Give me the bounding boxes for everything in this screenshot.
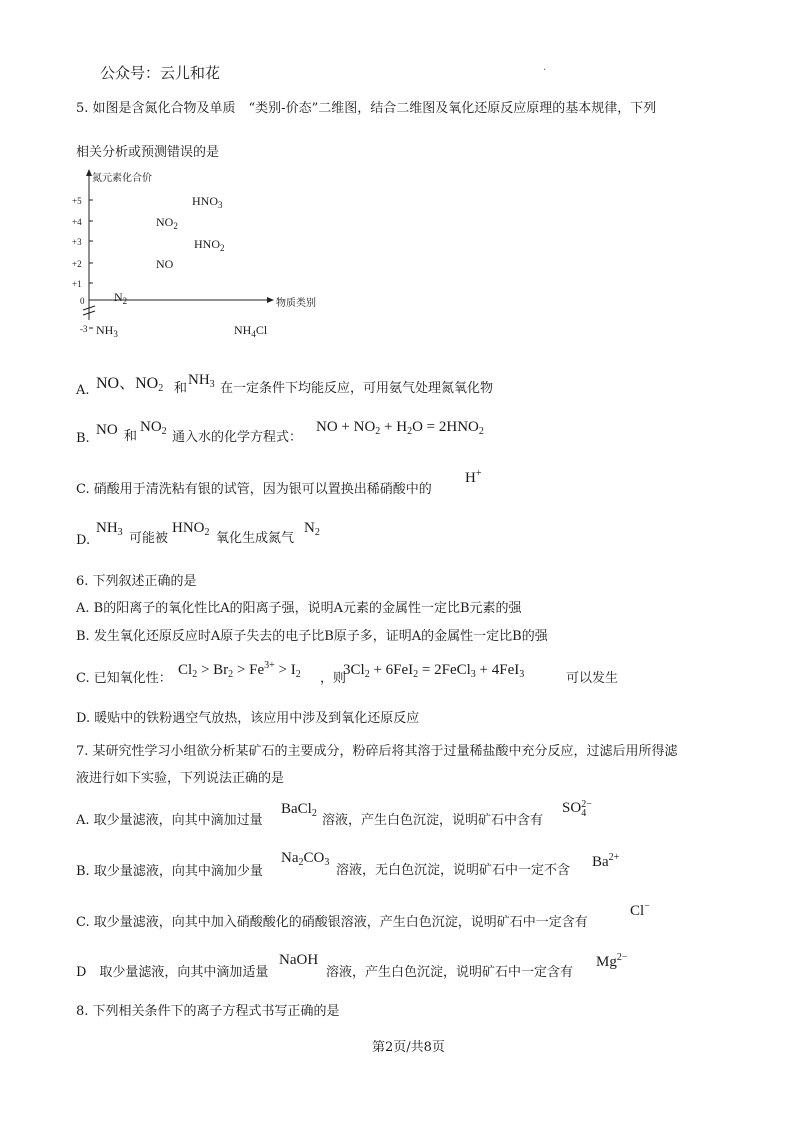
- q6-stem: 6. 下列叙述正确的是: [76, 574, 197, 589]
- q8-stem: 8. 下列相关条件下的离子方程式书写正确的是: [76, 1004, 340, 1019]
- y-tick-plus1: +1: [72, 279, 82, 289]
- q5-option-a-formula1: NO、$NO_2$: [96, 375, 164, 394]
- q5-option-d-prefix: D.: [76, 533, 91, 548]
- y-tick-plus4: +4: [72, 217, 82, 227]
- q7-option-d-magnesium: $Mg^{2-}$: [596, 952, 628, 970]
- q5-option-b-and: 和: [124, 429, 138, 444]
- y-tick-zero: 0: [80, 296, 85, 306]
- q5-option-b-text: 通入水的化学方程式：: [172, 430, 303, 445]
- q5-option-b-no2: $NO_2$: [140, 419, 167, 437]
- q5-stem-line1: 5. 如图是含氮化合物及单质 “类别-价态”二维图，结合二维图及氧化还原反应原理的基本规律，下列: [76, 101, 657, 116]
- y-ticks: [89, 200, 93, 328]
- q7-option-b-barium: $Ba^{2+}$: [592, 852, 620, 870]
- y-tick-minus3: -3: [80, 324, 88, 334]
- q7-option-d-text2: 溶液，产生白色沉淀，说明矿石中一定含有: [326, 965, 574, 980]
- q5-option-d-nh3: $NH_3$: [96, 520, 123, 538]
- q5-option-c-body: 硝酸用于清洗粘有银的试管，因为银可以置换出稀硝酸中的: [93, 482, 432, 497]
- q5-option-a-prefix: A.: [76, 383, 90, 398]
- y-tick-plus2: +2: [72, 259, 82, 269]
- page-footer: 第2页/共8页: [372, 1040, 445, 1055]
- species-nh3: $NH_3$: [96, 323, 118, 339]
- species-hno3: $HNO_3$: [192, 194, 223, 210]
- q5-option-d-hno2: $HNO_2$: [172, 520, 210, 538]
- header-dot: .: [543, 62, 547, 73]
- species-n2: $N_2$: [114, 290, 128, 306]
- q6-option-c-end: 可以发生: [566, 671, 619, 686]
- q5-stem-line2: 相关分析或预测错误的是: [76, 145, 220, 160]
- y-axis: [86, 169, 92, 320]
- q6-option-c-oxidizing-order: $Cl_2 > Br_2 > Fe^{3+} > I_2$: [178, 660, 301, 680]
- page-header-title: 公众号：云儿和花: [100, 64, 221, 82]
- q7-option-a-sulfate: SO 2− 4: [562, 799, 592, 819]
- q6-option-a: A. B的阳离子的氧化性比A的阳离子强，说明A元素的金属性一定比B元素的强: [76, 601, 522, 616]
- q7-option-b-text1: B. 取少量滤液，向其中滴加少量: [76, 864, 263, 879]
- q7-option-a-text1: A. 取少量滤液，向其中滴加过量: [76, 813, 263, 828]
- q5-option-a-text: 在一定条件下均能反应，可用氨气处理氮氧化物: [220, 381, 494, 396]
- q7-option-b-na2co3: $Na_2CO_3$: [281, 850, 330, 868]
- q5-option-a-formula2: $NH_3$: [188, 372, 215, 390]
- q7-option-b-text2: 溶液，无白色沉淀，说明矿石中一定不含: [336, 863, 571, 878]
- q7-option-a-text2: 溶液，产生白色沉淀，说明矿石中含有: [322, 813, 544, 828]
- q7-option-a-bacl2: BaCl$_2$: [281, 801, 317, 819]
- q5-option-c-prefix: C.: [76, 482, 90, 497]
- q7-stem-line2: 液进行如下实验，下列说法正确的是: [76, 771, 285, 786]
- q6-option-b: B. 发生氧化还原反应时A原子失去的电子比B原子多，证明A的金属性一定比B的强: [76, 629, 548, 644]
- q7-option-d-naoh: NaOH: [279, 952, 319, 968]
- y-tick-plus3: +3: [72, 237, 82, 247]
- species-hno2: $HNO_2$: [194, 237, 225, 253]
- valence-category-diagram: [70, 168, 350, 344]
- q6-option-c-mid: ，则: [320, 671, 347, 686]
- species-no2: $NO_2$: [156, 215, 178, 231]
- q5-option-d-n2: $N_2$: [304, 520, 320, 538]
- q6-option-c-prefix: C. 已知氧化性：: [76, 671, 172, 686]
- q5-option-b-no: NO: [96, 422, 118, 438]
- q5-option-b-equation: NO + $NO_2 + H_2O = 2HNO_2$: [316, 419, 484, 437]
- q6-option-c-equation: $3Cl_2 + 6FeI_2$ = 2FeCl$_3$ + 4FeI$_3$: [343, 662, 525, 680]
- q5-option-b-prefix: B.: [76, 431, 90, 446]
- q5-option-d-text1: 可能被: [129, 531, 169, 546]
- q5-option-d-text2: 氧化生成氮气: [216, 531, 295, 546]
- q5-option-c-text: [76, 481, 432, 499]
- q7-stem-line1: 7. 某研究性学习小组欲分析某矿石的主要成分，粉碎后将其溶于过量稀盐酸中充分反应，过滤后用所得滤: [76, 744, 678, 759]
- species-nh4cl: $NH_4Cl$: [234, 323, 268, 339]
- species-no: NO: [156, 257, 174, 271]
- q7-option-c-chloride: Cl−: [630, 901, 650, 919]
- q6-option-d: D. 暖贴中的铁粉遇空气放热，该应用中涉及到氧化还原反应: [76, 711, 420, 726]
- y-axis-label: 氮元素化合价: [92, 173, 152, 184]
- q7-option-d-text1: D 取少量滤液，向其中滴加适量: [76, 965, 269, 980]
- y-tick-plus5: +5: [72, 196, 82, 206]
- x-axis-label: 物质类别: [276, 298, 316, 309]
- q7-option-c-text1: C. 取少量滤液，向其中加入硝酸酸化的硝酸银溶液，产生白色沉淀，说明矿石中一定含有: [76, 915, 588, 930]
- q5-option-a-and: 和: [174, 381, 188, 396]
- q5-option-c-hplus: H+: [465, 468, 482, 486]
